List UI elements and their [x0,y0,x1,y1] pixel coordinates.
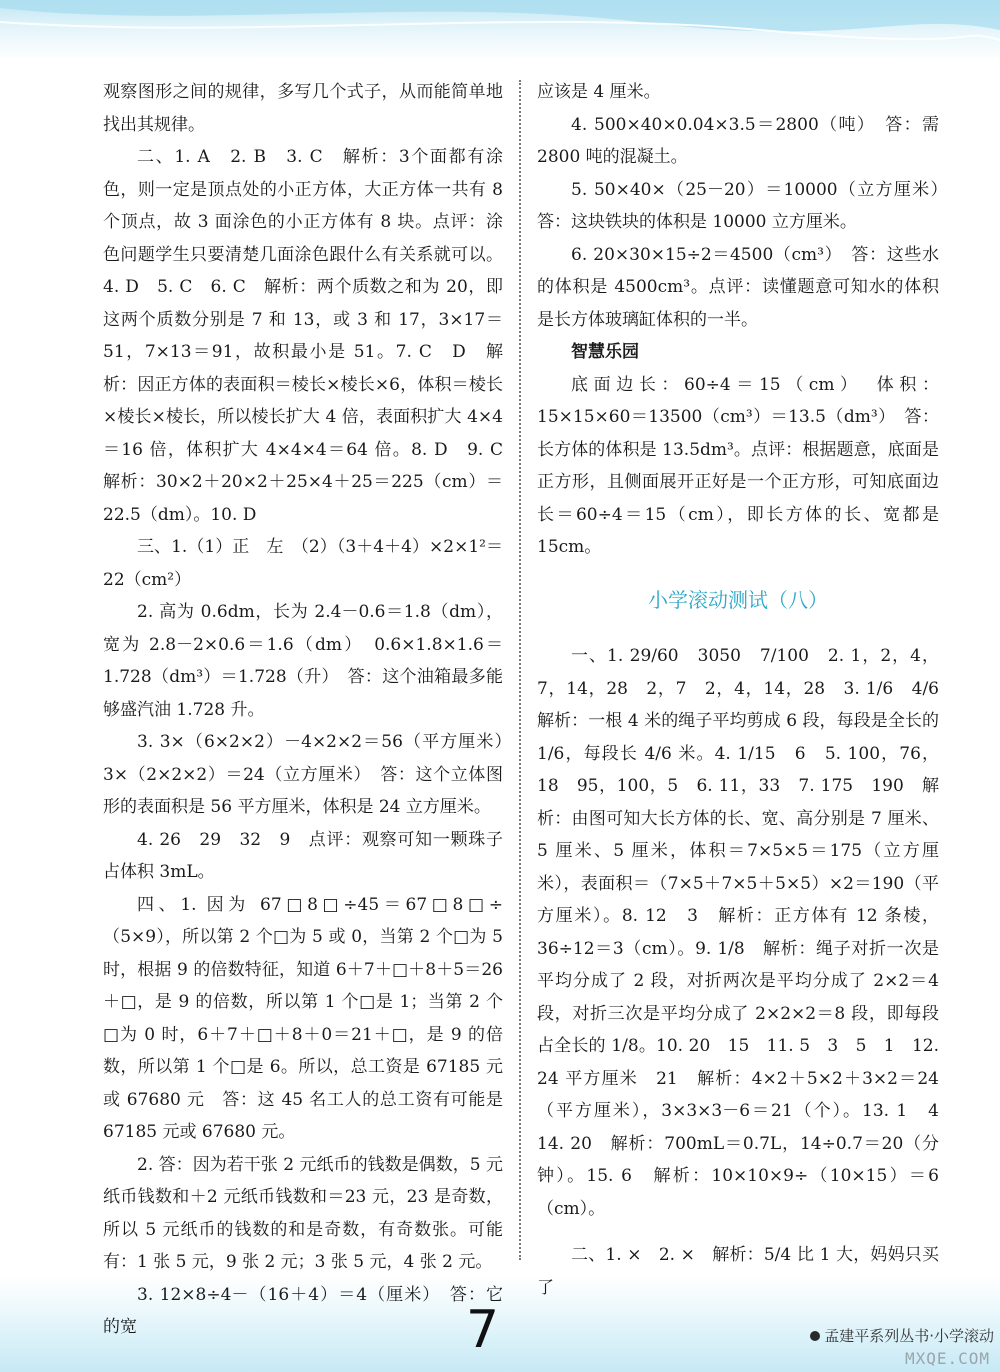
paragraph: 底面边长：60÷4＝15（cm） 体积：15×15×60＝13500（cm³）＝13.5（dm³） 答：长方体的体积是 13.5dm³。点评：根据题意，底面是正方形，且侧面展开正好是一个正方形，可知底面边长＝60÷4＝15（cm），即长方体的长、宽都是 15cm。 [537,374,939,557]
paragraph: 5. 50×40×（25－20）＝10000（立方厘米） 答：这块铁块的体积是 10000 立方厘米。 [537,179,956,232]
column-divider [519,80,521,1260]
section-title: 小学滚动测试（八） [648,587,828,612]
paragraph: 2. 答：因为若干张 2 元纸币的钱数是偶数，5 元纸币钱数和＋2 元纸币钱数和＝23 元，23 是奇数，所以 5 元纸币的钱数的和是奇数，有奇数张。可能有：1 张 5 元，9 张 2 元；3 张 5 元，4 张 2 元。 [103,1154,503,1272]
paragraph: 3. 12×8÷4－（16＋4）＝4（厘米） 答：它的宽 [103,1284,503,1337]
paragraph: 一、1. 29/60 3050 7/100 2. 1，2，4，7，14，28 2，7 2，4，14，28 3. 1/6 4/6 解析：一根 4 米的绳子平均剪成 6 段，每段是全长的 1/6，每段长 4/6 米。4. 1/15 6 5. 100，76，18 95，100，5 6. 11，33 7. 175 190 解析：由图可知大长方体的长、宽、高分别是 7 厘米、5 厘米、5 厘米，体积＝7×5×5＝175（立方厘米），表面积＝（7×5＋7×5＋5×5）×2＝190（平方厘米）。8. 12 3 解析：正方体有 12 条棱，36÷12＝3（cm）。9. 1/8 解析：绳子对折一次是平均分成了 2 段，对折两次是平均分成了 2×2＝4 段，对折三次是平均分成了 2×2×2＝8 段，即每段占全长的 1/8。10. 20 15 11. 5 3 5 1 12. 24 平方厘米 21 解析：4×2＋5×2＋3×2＝24（平方厘米），3×3×3－6＝21（个）。13. 1 4 14. 20 解析：700mL＝0.7L，14÷0.7＝20（分钟）。15. 6 解析：10×10×9÷（10×15）＝6（cm）。 [537,646,956,1219]
page-number: 7 [466,1300,500,1360]
header-decoration [0,0,1000,60]
paragraph: 2. 高为 0.6dm，长为 2.4－0.6＝1.8（dm），宽为 2.8－2×0.6＝1.6（dm） 0.6×1.8×1.6＝1.728（dm³）＝1.728（升） 答：这个油箱最多能够盛汽油 1.728 升。 [103,602,503,720]
wave-decoration [0,0,1000,60]
left-column [103,76,520,1344]
footer-series-name: 孟建平系列丛书·小学滚动 [810,1325,994,1346]
paragraph: 3. 3×（6×2×2）－4×2×2＝56（平方厘米） 3×（2×2×2）＝24（立方厘米） 答：这个立体图形的表面积是 56 平方厘米，体积是 24 立方厘米。 [103,732,520,817]
paragraph: 4. 500×40×0.04×3.5＝2800（吨） 答：需 2800 吨的混凝土。 [537,114,939,167]
paragraph: 观察图形之间的规律，多写几个式子，从而能简单地找出其规律。 [103,82,503,135]
paragraph: 四、1. 因为 67□8□÷45＝67□8□÷（5×9），所以第 2 个□为 5 或 0，当第 2 个□为 5 时，根据 9 的倍数特征，知道 6＋7＋□＋8＋5＝26＋□，是 9 的倍数，所以第 1 个□是 1；当第 2 个□为 0 时，6＋7＋□＋8＋0＝21＋□，是 9 的倍数，所以第 1 个□是 6。所以，总工资是 67185 元或 67680 元 答：这 45 名工人的总工资有可能是 67185 元或 67680 元。 [103,894,503,1142]
paragraph: 二、1. A 2. B 3. C 解析：3个面都有涂色，则一定是顶点处的小正方体，大正方体一共有 8 个顶点，故 3 面涂色的小正方体有 8 块。点评：涂色问题学生只要清楚几面涂色跟什么有关系就可以。4. D 5. C 6. C 解析：两个质数之和为 20，即这两个质数分别是 7 和 13，或 3 和 17，3×17＝51，7×13＝91，故积最小是 51。7. C D 解析：因正方体的表面积＝棱长×棱长×6，体积＝棱长×棱长×棱长，所以棱长扩大 4 倍，表面积扩大 4×4＝16 倍，体积扩大 4×4×4＝64 倍。8. D 9. C 解析：30×2＋20×2＋25×4＋25＝225（cm）＝22.5（dm）。10. D [103,147,520,525]
wisdom-heading: 智慧乐园 [571,342,639,362]
paragraph: 二、1. × 2. × 解析：5/4 比 1 大，妈妈只买了 [537,1245,939,1298]
watermark: MXQE.COM [904,1349,990,1368]
paragraph: 6. 20×30×15÷2＝4500（cm³） 答：这些水的体积是 4500cm³。点评：读懂题意可知水的体积是长方体玻璃缸体积的一半。 [537,244,939,330]
paragraph: 4. 26 29 32 9 点评：观察可知一颗珠子占体积 3mL。 [103,829,503,882]
paragraph: 三、1.（1）正 左 （2）（3＋4＋4）×2×1²＝22（cm²） [103,537,503,590]
right-column [537,76,956,1304]
paragraph: 应该是 4 厘米。 [537,82,661,102]
